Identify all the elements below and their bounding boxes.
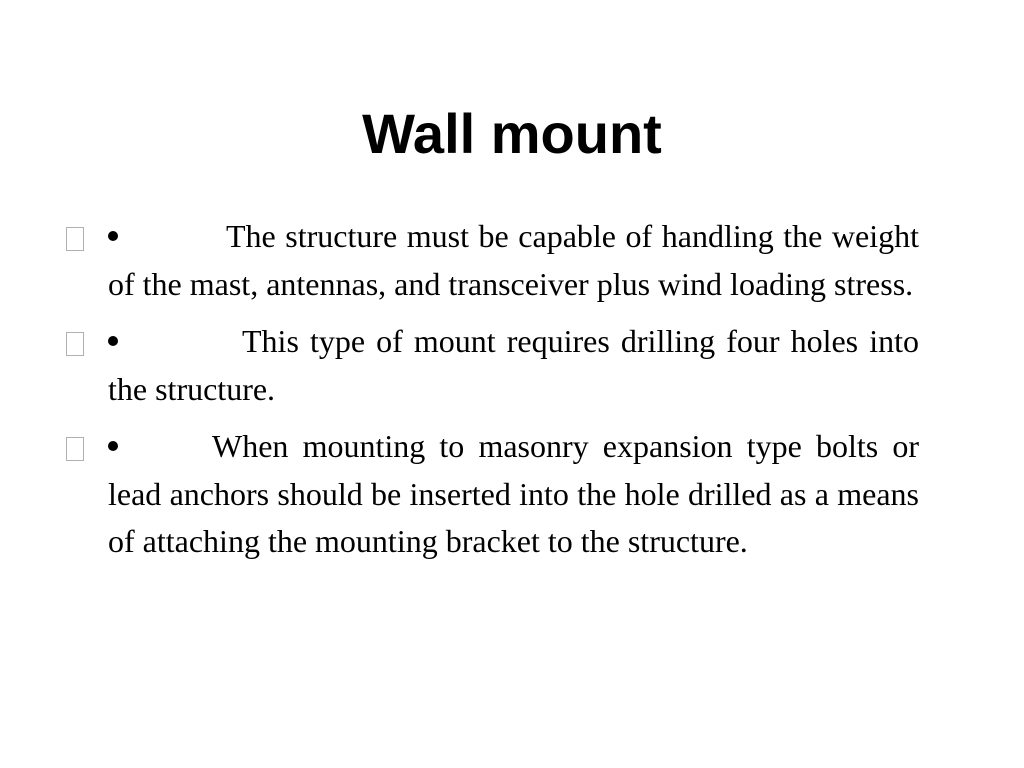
missing-glyph-icon <box>66 332 84 356</box>
bullet-dot-icon <box>108 231 118 241</box>
bullet-text: When mounting to masonry expansion type bolts or lead anchors should be inserted into the hole drilled as a means of attaching the mounting bracket to the structure. <box>108 428 919 559</box>
missing-glyph-icon <box>66 227 84 251</box>
bullet-text: This type of mount requires drilling four holes into the structure. <box>108 323 919 407</box>
list-item <box>66 423 919 566</box>
bullet-list <box>66 213 919 576</box>
missing-glyph-icon <box>66 437 84 461</box>
slide-title: Wall mount <box>362 102 662 165</box>
bullet-text: The structure must be capable of handling the weight of the mast, antennas, and transceiver plus wind loading stress. <box>108 218 919 302</box>
list-item <box>66 213 919 308</box>
list-item <box>66 318 919 413</box>
bullet-dot-icon <box>108 441 118 451</box>
bullet-dot-icon <box>108 336 118 346</box>
